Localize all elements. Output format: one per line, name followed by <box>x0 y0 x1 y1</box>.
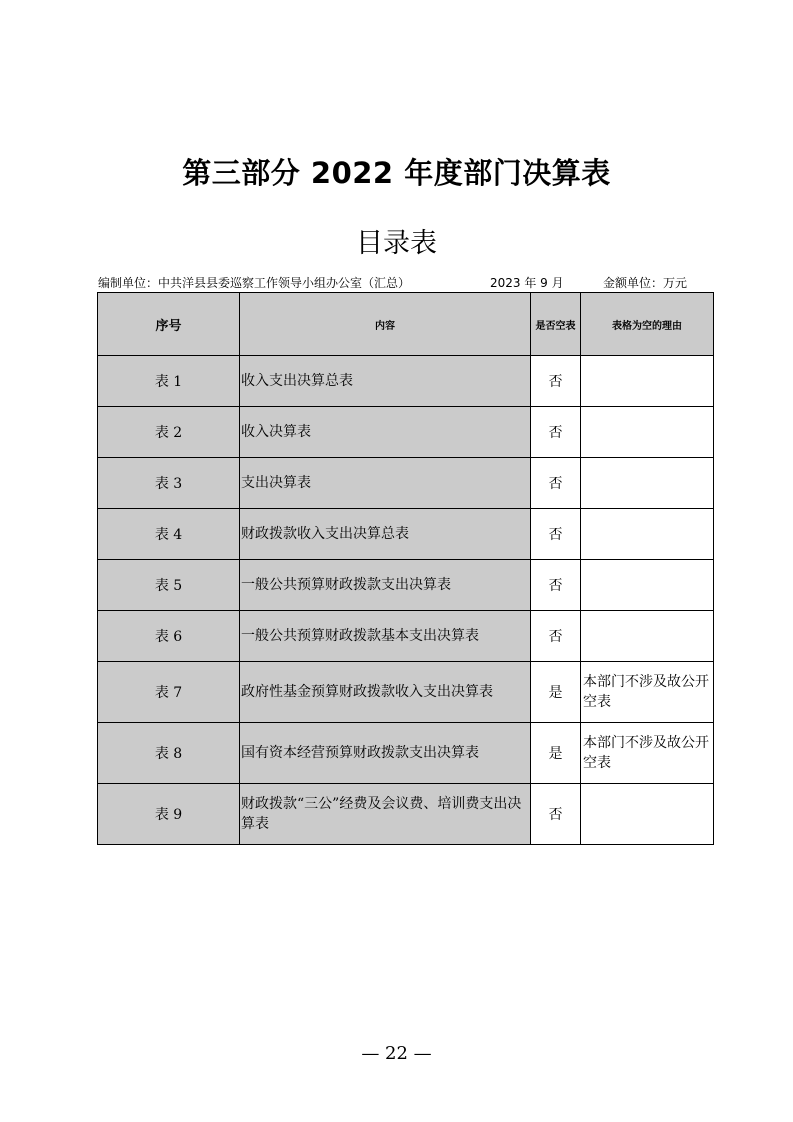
row-reason: 本部门不涉及故公开空表 <box>581 662 714 723</box>
row-is-empty: 是 <box>531 723 581 784</box>
amount-unit: 金额单位：万元 <box>603 276 688 290</box>
row-is-empty: 否 <box>531 509 581 560</box>
table-row <box>98 356 714 407</box>
header-content: 内容 <box>240 293 531 356</box>
row-reason: 本部门不涉及故公开空表 <box>581 723 714 784</box>
row-seq: 表 7 <box>98 662 240 723</box>
row-reason <box>581 407 714 458</box>
row-is-empty: 是 <box>531 662 581 723</box>
row-reason <box>581 611 714 662</box>
header-seq: 序号 <box>98 293 240 356</box>
row-content: 政府性基金预算财政拨款收入支出决算表 <box>240 662 531 723</box>
row-seq: 表 8 <box>98 723 240 784</box>
table-row <box>98 560 714 611</box>
row-is-empty: 否 <box>531 784 581 845</box>
table-row <box>98 407 714 458</box>
row-content: 财政拨款收入支出决算总表 <box>240 509 531 560</box>
page-number: — 22 — <box>361 1043 432 1064</box>
row-content: 一般公共预算财政拨款支出决算表 <box>240 560 531 611</box>
report-date: 2023 年 9 月 <box>490 276 564 290</box>
row-seq: 表 9 <box>98 784 240 845</box>
table-row <box>98 662 714 723</box>
header-reason: 表格为空的理由 <box>581 293 714 356</box>
row-is-empty: 否 <box>531 407 581 458</box>
table-row <box>98 611 714 662</box>
row-content: 国有资本经营预算财政拨款支出决算表 <box>240 723 531 784</box>
row-content: 一般公共预算财政拨款基本支出决算表 <box>240 611 531 662</box>
table-header-row <box>98 293 714 356</box>
row-seq: 表 5 <box>98 560 240 611</box>
row-is-empty: 否 <box>531 458 581 509</box>
row-content: 收入支出决算总表 <box>240 356 531 407</box>
table-row <box>98 784 714 845</box>
row-seq: 表 6 <box>98 611 240 662</box>
compiling-unit: 编制单位：中共洋县县委巡察工作领导小组办公室（汇总） <box>98 276 411 290</box>
row-reason <box>581 560 714 611</box>
row-reason <box>581 458 714 509</box>
table-row <box>98 509 714 560</box>
row-content: 支出决算表 <box>240 458 531 509</box>
catalog-table <box>97 292 714 845</box>
row-content: 收入决算表 <box>240 407 531 458</box>
page-title: 第三部分 2022 年度部门决算表 <box>182 156 611 190</box>
row-seq: 表 1 <box>98 356 240 407</box>
row-seq: 表 4 <box>98 509 240 560</box>
table-row <box>98 458 714 509</box>
row-is-empty: 否 <box>531 560 581 611</box>
row-seq: 表 3 <box>98 458 240 509</box>
page-subtitle: 目录表 <box>356 228 437 259</box>
row-reason <box>581 509 714 560</box>
header-is-empty: 是否空表 <box>531 293 581 356</box>
row-content: 财政拨款“三公”经费及会议费、培训费支出决算表 <box>240 784 531 845</box>
row-reason <box>581 784 714 845</box>
row-is-empty: 否 <box>531 356 581 407</box>
row-seq: 表 2 <box>98 407 240 458</box>
table-row <box>98 723 714 784</box>
row-is-empty: 否 <box>531 611 581 662</box>
row-reason <box>581 356 714 407</box>
